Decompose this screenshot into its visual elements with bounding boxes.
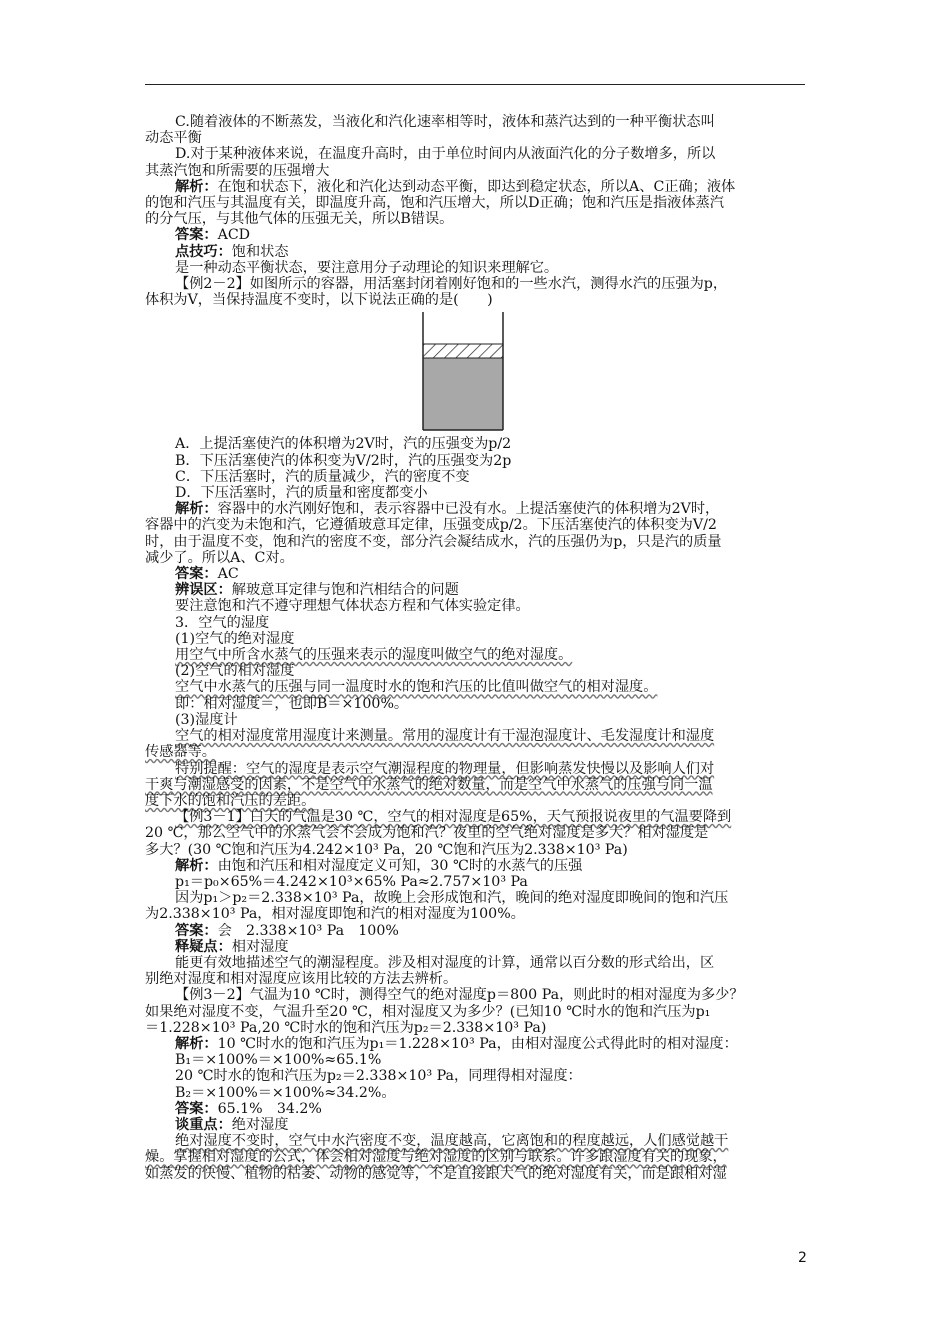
section-label: 解析： bbox=[175, 178, 218, 195]
text-line bbox=[175, 761, 807, 777]
line-text: (2)空气的相对湿度 bbox=[175, 663, 295, 680]
section-label: 释疑点： bbox=[175, 938, 232, 955]
line-text: 20 ℃时水的饱和汽压为p₂＝2.338×10³ Pa，同理得相对湿度： bbox=[175, 1068, 582, 1085]
line-text: C.随着液体的不断蒸发，当液化和汽化速率相等时，液体和蒸汽达到的一种平衡状态叫 bbox=[175, 114, 715, 130]
line-text: 其蒸汽饱和所需要的压强增大 bbox=[145, 162, 330, 179]
text-line bbox=[175, 923, 807, 939]
line-text: 【例3－2】气温为10 ℃时，测得空气的绝对湿度p＝800 Pa，则此时的相对湿度为多少？ bbox=[175, 987, 744, 1004]
line-text: 由饱和汽压和相对湿度定义可知，30 ℃时的水蒸气的压强 bbox=[217, 857, 583, 874]
line-text: 绝对湿度不变时，空气中水汽密度不变，温度越高，它离饱和的程度越远，人们感觉越干 bbox=[175, 1133, 729, 1150]
line-text: 65.1% 34.2% bbox=[217, 1100, 322, 1117]
text-line bbox=[175, 712, 807, 728]
line-text: 在饱和状态下，液化和汽化达到动态平衡，即达到稳定状态，所以A、C正确；液体 bbox=[217, 178, 736, 195]
text-line bbox=[145, 517, 807, 533]
text-line bbox=[175, 631, 807, 647]
text-line bbox=[175, 146, 807, 162]
line-text: ACD bbox=[217, 227, 251, 244]
text-line bbox=[145, 534, 807, 550]
line-text: 空气的相对湿度常用湿度计来测量。常用的湿度计有干湿泡湿度计、毛发湿度计和湿度 bbox=[175, 728, 715, 745]
line-text: 即：相对湿度＝，也即B＝×100%。 bbox=[175, 695, 409, 712]
text-line bbox=[175, 679, 807, 695]
text-line bbox=[145, 1004, 807, 1020]
line-text: 减少了。所以A、C对。 bbox=[145, 549, 294, 566]
vapor-region bbox=[423, 358, 503, 430]
line-text: p₁＝p₀×65%＝4.242×10³×65% Pa≈2.757×10³ Pa bbox=[175, 873, 528, 890]
section-label: 点技巧： bbox=[175, 243, 232, 260]
text-line bbox=[175, 987, 807, 1003]
section-label: 辨误区： bbox=[175, 582, 232, 599]
text-line bbox=[145, 1149, 807, 1165]
line-text: 要注意饱和汽不遵守理想气体状态方程和气体实验定律。 bbox=[175, 598, 530, 615]
line-text: 用空气中所含水蒸气的压强来表示的湿度叫做空气的绝对湿度。 bbox=[175, 647, 573, 664]
text-line bbox=[175, 276, 807, 292]
text-line bbox=[175, 179, 807, 195]
line-text: 容器中的水汽刚好饱和，表示容器中已没有水。上提活塞使汽的体积增为2V时， bbox=[217, 501, 720, 518]
piston-container-diagram bbox=[422, 312, 504, 432]
text-line bbox=[145, 550, 807, 566]
line-text: 时，由于温度不变，饱和汽的密度不变，部分汽会凝结成水，汽的压强仍为p，只是汽的质量 bbox=[145, 533, 722, 550]
line-text: 干爽与潮湿感受的因素，不是空气中水蒸气的绝对数量，而是空气中水蒸气的压强与同一温 bbox=[145, 776, 713, 793]
text-line bbox=[175, 728, 807, 744]
line-text: 的分气压，与其他气体的压强无关，所以B错误。 bbox=[145, 211, 454, 228]
line-text: 因为p₁＞p₂＝2.338×10³ Pa，故晚上会形成饱和汽，晚间的绝对湿度即晚间的饱和汽压 bbox=[175, 890, 729, 907]
text-line bbox=[175, 1052, 807, 1068]
text-line bbox=[175, 1101, 807, 1117]
line-text: 传感器等。 bbox=[145, 744, 216, 761]
line-text: B₂＝×100%＝×100%≈34.2%。 bbox=[175, 1084, 396, 1101]
line-text: 如果绝对湿度不变，气温升至20 ℃，相对湿度又为多少？(已知10 ℃时水的饱和汽压为p₁ bbox=[145, 1003, 711, 1020]
text-line bbox=[175, 1117, 807, 1133]
text-line bbox=[175, 955, 807, 971]
line-text: (3)湿度计 bbox=[175, 711, 238, 728]
text-line bbox=[175, 809, 807, 825]
line-text: 别绝对湿度和相对湿度应该用比较的方法去辨析。 bbox=[145, 971, 458, 988]
line-text: 绝对湿度 bbox=[231, 1116, 289, 1133]
section-label: 答案： bbox=[175, 922, 218, 939]
text-line bbox=[175, 1036, 807, 1052]
section-label: 解析： bbox=[175, 857, 218, 874]
line-text: 3．空气的湿度 bbox=[175, 614, 270, 631]
line-text: 【例2－2】如图所示的容器，用活塞封闭着刚好饱和的一些水汽，测得水汽的压强为p， bbox=[175, 276, 728, 293]
text-line bbox=[145, 744, 807, 760]
text-line bbox=[175, 615, 807, 631]
text-line bbox=[175, 647, 807, 663]
text-line bbox=[175, 663, 807, 679]
line-text: 饱和状态 bbox=[231, 243, 289, 260]
line-text: 为2.338×10³ Pa，相对湿度即饱和汽的相对湿度为100%。 bbox=[145, 906, 525, 923]
text-line bbox=[145, 1166, 807, 1182]
line-text: 度下水的饱和汽压的差距。 bbox=[145, 792, 316, 809]
line-text: 如蒸发的快慢、植物的枯萎、动物的感觉等，不是直接跟大气的绝对湿度有关，而是跟相对湿 bbox=[145, 1165, 727, 1182]
line-text: 特别提醒：空气的湿度是表示空气潮湿程度的物理量，但影响蒸发快慢以及影响人们对 bbox=[175, 760, 715, 777]
text-line bbox=[145, 825, 807, 841]
text-line bbox=[175, 566, 807, 582]
line-text: 能更有效地描述空气的潮湿程度。涉及相对湿度的计算，通常以百分数的形式给出，区 bbox=[175, 954, 715, 971]
section-label: 答案： bbox=[175, 227, 218, 244]
text-line bbox=[175, 260, 807, 276]
line-text: 20 ℃，那么空气中的水蒸气会不会成为饱和汽？夜里的空气绝对湿度是多大？相对湿度是 bbox=[145, 825, 709, 842]
text-line bbox=[175, 114, 807, 130]
text-line bbox=[175, 485, 807, 501]
line-text: 动态平衡 bbox=[145, 130, 202, 147]
piston bbox=[423, 344, 503, 358]
text-line bbox=[145, 1020, 807, 1036]
line-text: C．下压活塞时，汽的质量减少，汽的密度不变 bbox=[175, 468, 470, 485]
text-line bbox=[145, 130, 807, 146]
text-line bbox=[175, 1085, 807, 1101]
section-label: 谈重点： bbox=[175, 1116, 232, 1133]
text-line bbox=[175, 469, 807, 485]
line-text: 空气中水蒸气的压强与同一温度时水的饱和汽压的比值叫做空气的相对湿度。 bbox=[175, 679, 658, 696]
text-line bbox=[175, 598, 807, 614]
line-text: 相对湿度 bbox=[231, 938, 289, 955]
text-line bbox=[175, 244, 807, 260]
line-text: 多大？(30 ℃饱和汽压为4.242×10³ Pa，20 ℃饱和汽压为2.338×10³ Pa) bbox=[145, 841, 628, 858]
text-line bbox=[145, 793, 807, 809]
line-text: 是一种动态平衡状态，要注意用分子动理论的知识来理解它。 bbox=[175, 259, 559, 276]
text-line bbox=[145, 971, 807, 987]
document-body bbox=[145, 114, 807, 1182]
header-rule bbox=[145, 84, 805, 85]
text-line bbox=[175, 696, 807, 712]
line-text: D．下压活塞时，汽的质量和密度都变小 bbox=[175, 485, 428, 502]
line-text: B．下压活塞使汽的体积变为V/2时，汽的压强变为2p bbox=[175, 452, 512, 469]
line-text: A．上提活塞使汽的体积增为2V时，汽的压强变为p/2 bbox=[175, 436, 512, 453]
line-text: B₁＝×100%＝×100%≈65.1% bbox=[175, 1052, 382, 1069]
text-line bbox=[175, 501, 807, 517]
text-line bbox=[175, 939, 807, 955]
section-label: 答案： bbox=[175, 1100, 218, 1117]
text-line bbox=[145, 292, 807, 308]
text-line bbox=[175, 874, 807, 890]
text-line bbox=[175, 1133, 807, 1149]
text-line bbox=[175, 453, 807, 469]
text-line bbox=[145, 842, 807, 858]
page-number: 2 bbox=[798, 1250, 807, 1266]
text-line bbox=[145, 195, 807, 211]
line-text: (1)空气的绝对湿度 bbox=[175, 630, 295, 647]
line-text: 燥。掌握相对湿度的公式，体会相对湿度与绝对湿度的区别与联系。许多跟湿度有关的现象， bbox=[145, 1149, 727, 1166]
line-text: 解玻意耳定律与饱和汽相结合的问题 bbox=[231, 582, 459, 599]
section-label: 解析： bbox=[175, 501, 218, 518]
text-line bbox=[175, 890, 807, 906]
line-text: 会 2.338×10³ Pa 100% bbox=[217, 922, 399, 939]
text-line bbox=[175, 1068, 807, 1084]
text-block-2 bbox=[145, 436, 807, 1182]
line-text: 容器中的汽变为未饱和汽，它遵循玻意耳定律，压强变成p/2。下压活塞使汽的体积变为V/2 bbox=[145, 517, 717, 534]
line-text: 10 ℃时水的饱和汽压为p₁＝1.228×10³ Pa，由相对湿度公式得此时的相对湿度： bbox=[217, 1035, 738, 1052]
section-label: 解析： bbox=[175, 1035, 218, 1052]
text-line bbox=[175, 582, 807, 598]
line-text: 的饱和汽压与其温度有关，即温度升高，饱和汽压增大，所以D正确；饱和汽压是指液体蒸汽 bbox=[145, 195, 724, 212]
text-line bbox=[175, 436, 807, 452]
container-figure bbox=[175, 312, 807, 434]
line-text: ＝1.228×10³ Pa,20 ℃时水的饱和汽压为p₂＝2.338×10³ Pa) bbox=[145, 1019, 547, 1036]
text-block-1 bbox=[145, 114, 807, 309]
line-text: 体积为V，当保持温度不变时，以下说法正确的是( ) bbox=[145, 292, 493, 309]
text-line bbox=[175, 858, 807, 874]
line-text: D.对于某种液体来说，在温度升高时，由于单位时间内从液面汽化的分子数增多，所以 bbox=[175, 146, 716, 163]
line-text: AC bbox=[217, 566, 239, 583]
text-line bbox=[145, 211, 807, 227]
line-text: 【例3－1】白天的气温是30 ℃，空气的相对湿度是65%，天气预报说夜里的气温要降到 bbox=[175, 809, 732, 826]
section-label: 答案： bbox=[175, 566, 218, 583]
text-line bbox=[175, 227, 807, 243]
text-line bbox=[145, 777, 807, 793]
text-line bbox=[145, 163, 807, 179]
text-line bbox=[145, 906, 807, 922]
